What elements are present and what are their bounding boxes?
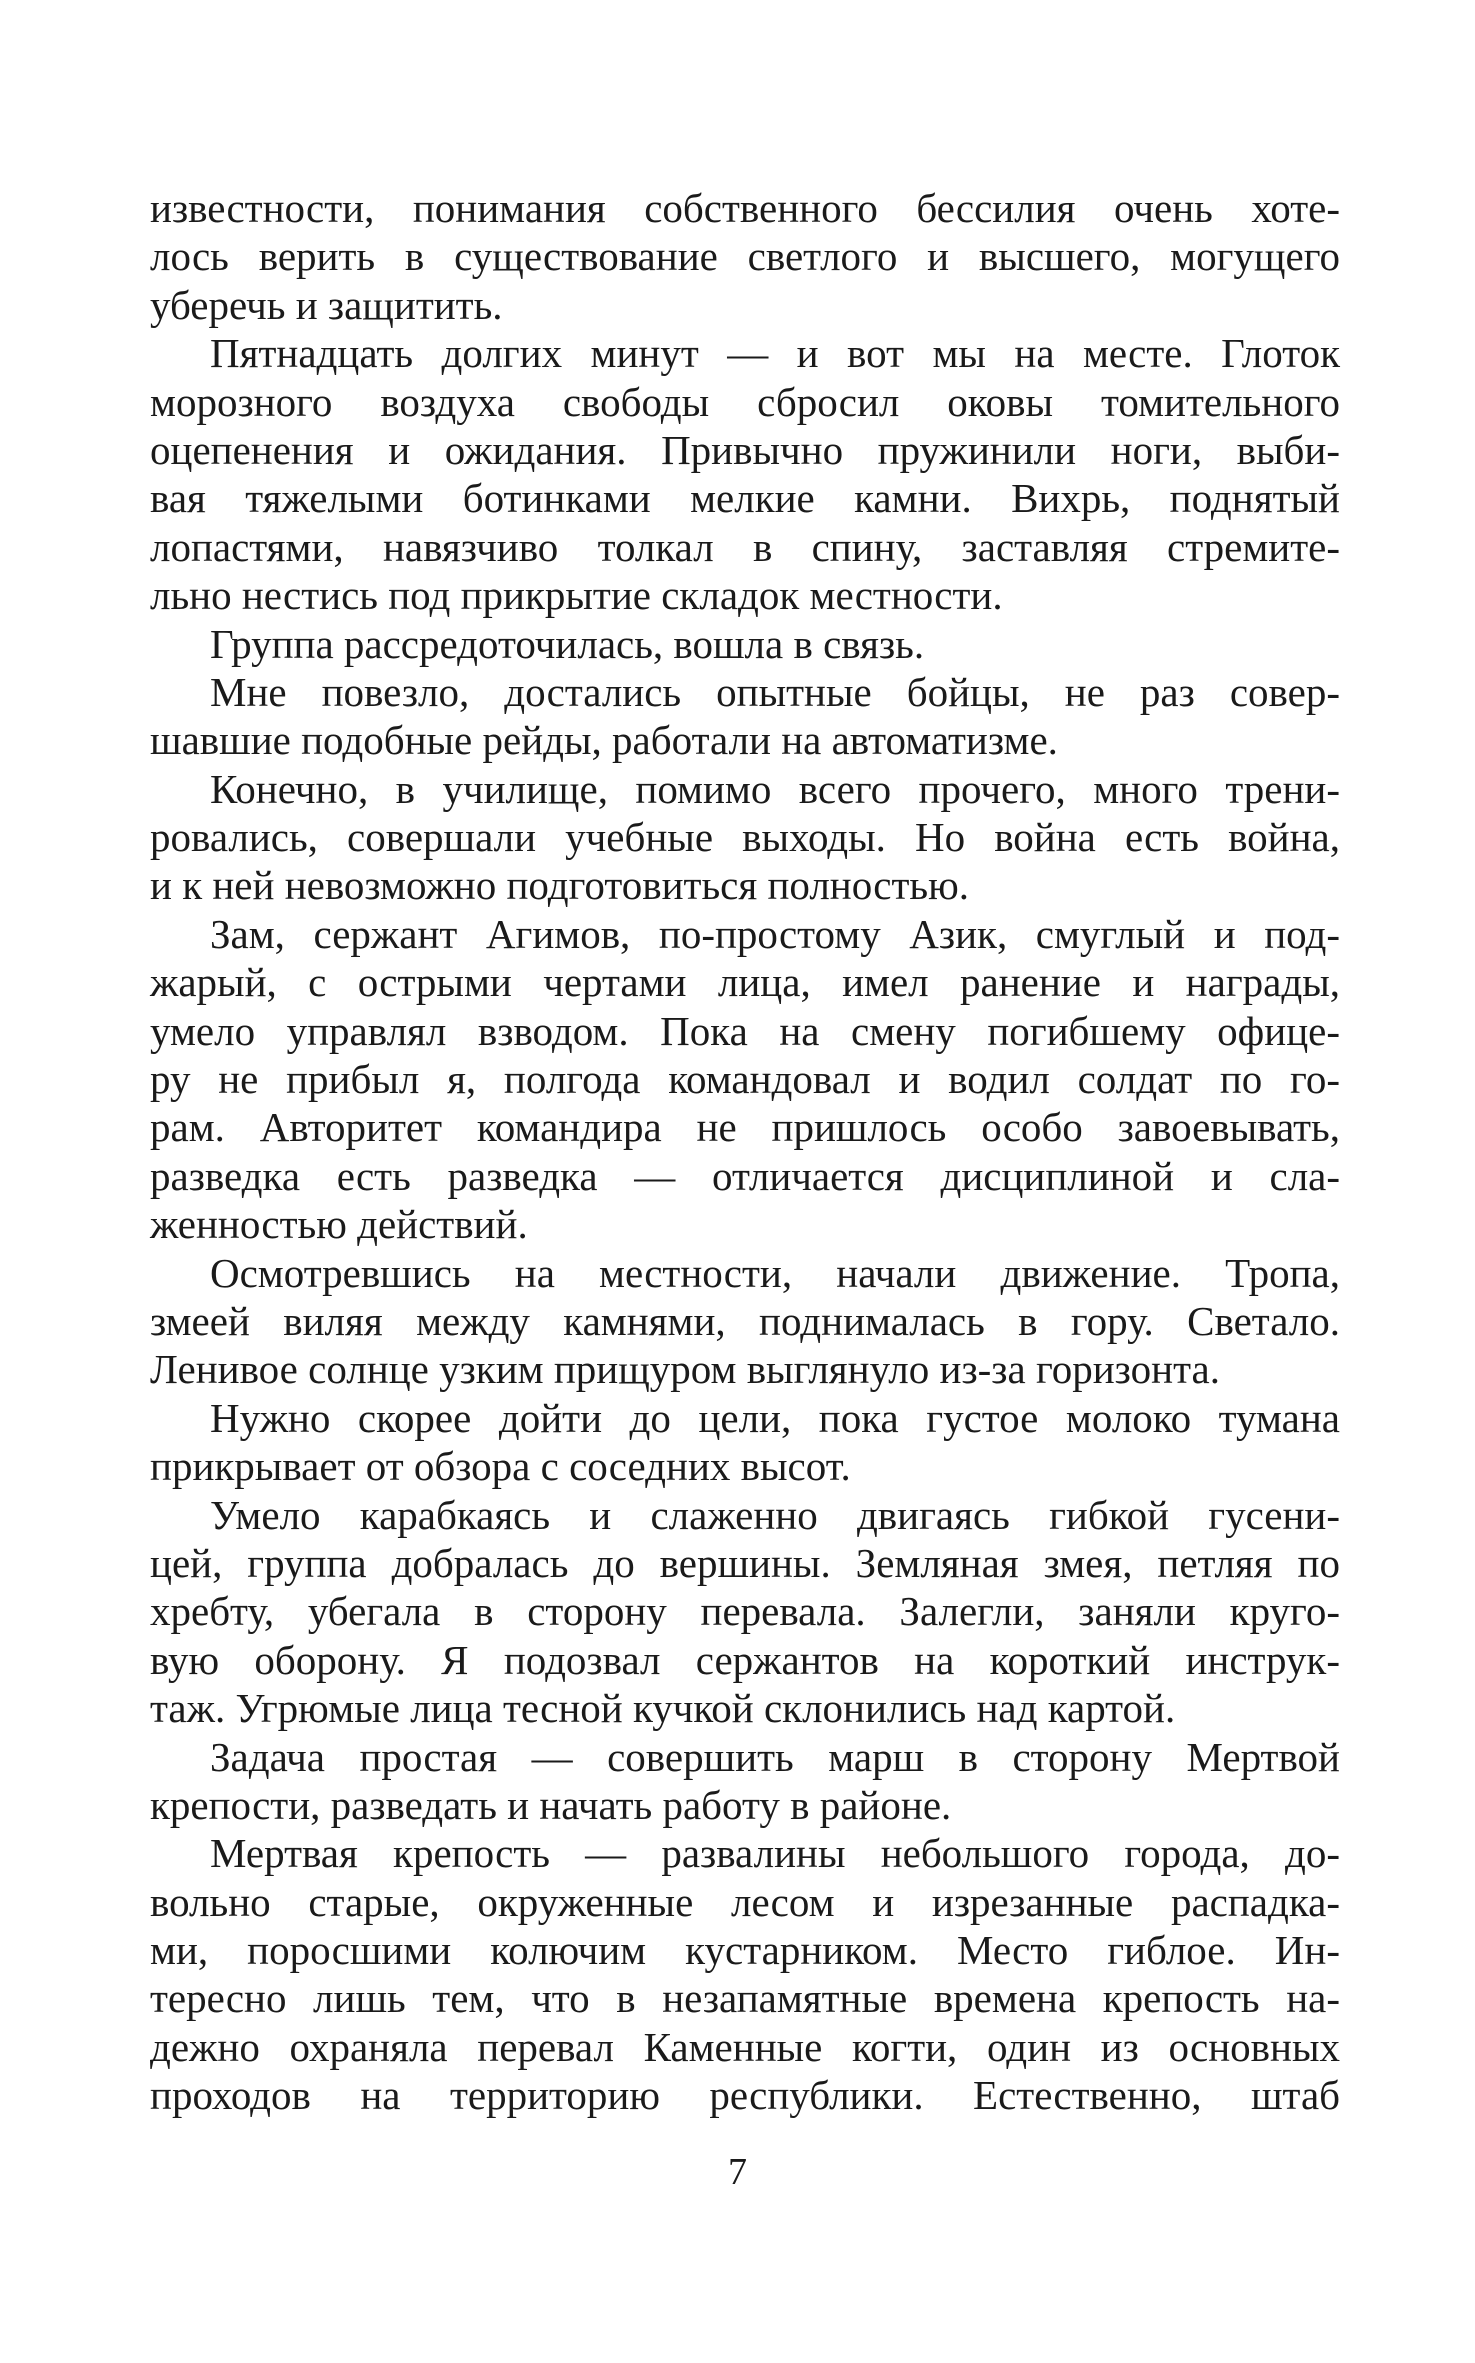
text-line: шавшие подобные рейды, работали на автоматизме. xyxy=(150,717,1058,764)
text-line: таж. Угрюмые лица тесной кучкой склонились над картой. xyxy=(150,1685,1176,1732)
text-line: проходов на территорию республики. Естественно, штаб xyxy=(150,2072,1340,2119)
text-line: цей, группа добралась до вершины. Земляная змея, петляя по xyxy=(150,1539,1340,1586)
text-line: Мертвая крепость — развалины небольшого города, до- xyxy=(210,1830,1340,1877)
text-line: жарый, с острыми чертами лица, имел ранение и награды, xyxy=(150,959,1340,1006)
text-line: Группа рассредоточилась, вошла в связь. xyxy=(210,620,925,667)
text-line: вая тяжелыми ботинками мелкие камни. Вихрь, поднятый xyxy=(150,475,1340,522)
text-line: оцепенения и ожидания. Привычно пружинили ноги, выби- xyxy=(150,426,1340,473)
text-line: льно нестись под прикрытие складок местности. xyxy=(150,572,1003,619)
page-number: 7 xyxy=(728,2151,747,2193)
text-line: Конечно, в училище, помимо всего прочего, много трени- xyxy=(210,765,1340,812)
text-line: ровались, совершали учебные выходы. Но война есть война, xyxy=(150,814,1340,861)
text-line: вольно старые, окруженные лесом и изрезанные распадка- xyxy=(150,1878,1340,1925)
text-line: и к ней невозможно подготовиться полностью. xyxy=(150,862,969,909)
text-line: ру не прибыл я, полгода командовал и водил солдат по го- xyxy=(150,1056,1340,1103)
text-line: лось верить в существование светлого и высшего, могущего xyxy=(150,233,1340,280)
text-line: рам. Авторитет командира не пришлось особо завоевывать, xyxy=(150,1104,1340,1151)
text-line: Задача простая — совершить марш в сторону Мертвой xyxy=(210,1733,1340,1780)
text-line: разведка есть разведка — отличается дисциплиной и сла- xyxy=(150,1152,1340,1199)
text-line: ми, поросшими колючим кустарником. Место гиблое. Ин- xyxy=(150,1927,1340,1974)
text-line: хребту, убегала в сторону перевала. Залегли, заняли круго- xyxy=(150,1588,1340,1635)
text-line: Ленивое солнце узким прищуром выглянуло из-за горизонта. xyxy=(150,1346,1220,1393)
page-text-body xyxy=(150,184,1340,2120)
text-line: тересно лишь тем, что в незапамятные времена крепость на- xyxy=(150,1975,1340,2022)
text-line: крепости, разведать и начать работу в районе. xyxy=(150,1781,952,1828)
text-line: Умело карабкаясь и слаженно двигаясь гибкой гусени- xyxy=(210,1491,1340,1538)
text-line: прикрывает от обзора с соседних высот. xyxy=(150,1443,851,1490)
text-line: известности, понимания собственного бессилия очень хоте- xyxy=(150,185,1340,231)
text-line: вую оборону. Я подозвал сержантов на короткий инструк- xyxy=(150,1636,1340,1683)
text-line: змеей виляя между камнями, поднималась в гору. Светало. xyxy=(150,1297,1340,1344)
text-line: уберечь и защитить. xyxy=(150,281,503,328)
text-line: лопастями, навязчиво толкал в спину, заставляя стремите- xyxy=(150,523,1340,570)
text-line: Пятнадцать долгих минут — и вот мы на месте. Глоток xyxy=(210,330,1340,377)
text-line: умело управлял взводом. Пока на смену погибшему офице- xyxy=(150,1007,1340,1054)
text-line: Нужно скорее дойти до цели, пока густое молоко тумана xyxy=(210,1394,1340,1441)
text-line: Зам, сержант Агимов, по-простому Азик, смуглый и под- xyxy=(210,910,1340,957)
text-line: дежно охраняла перевал Каменные когти, один из основных xyxy=(150,2023,1340,2070)
text-line: морозного воздуха свободы сбросил оковы томительного xyxy=(150,378,1340,425)
text-line: Осмотревшись на местности, начали движение. Тропа, xyxy=(210,1249,1340,1296)
text-line: женностью действий. xyxy=(150,1201,528,1248)
text-line: Мне повезло, достались опытные бойцы, не раз совер- xyxy=(210,668,1340,715)
